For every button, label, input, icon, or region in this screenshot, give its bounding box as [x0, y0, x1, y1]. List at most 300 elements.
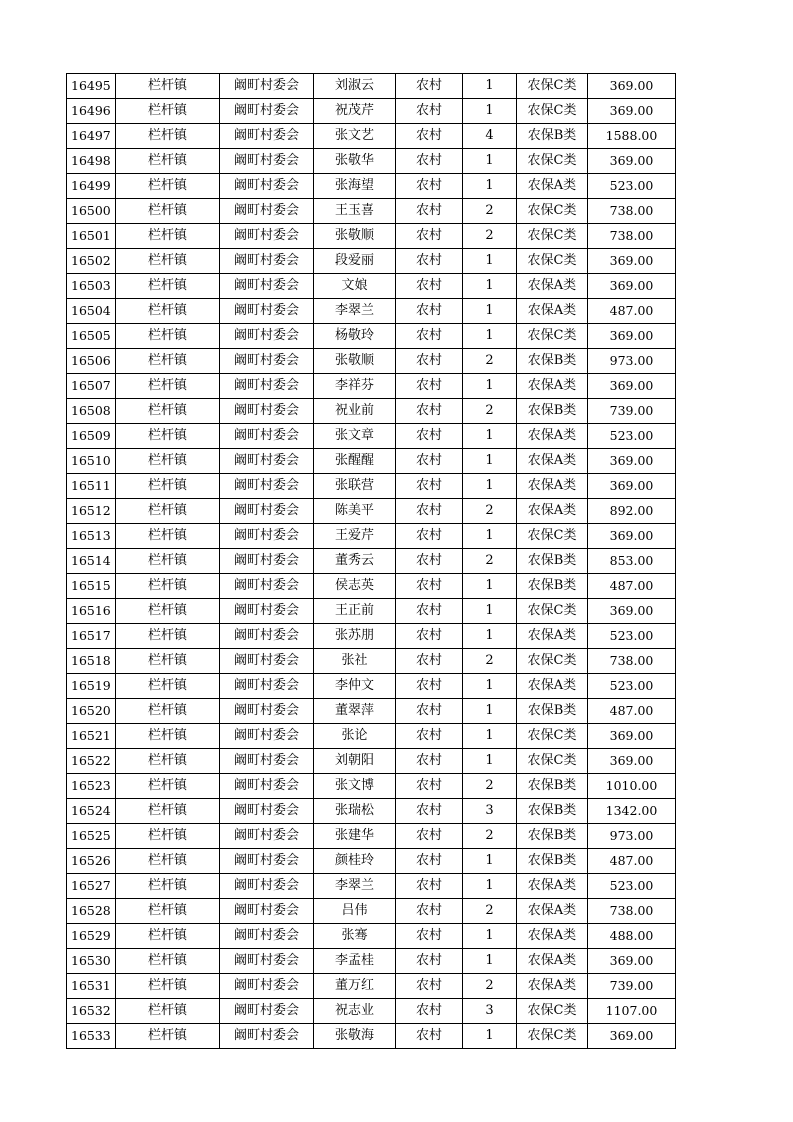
village-committee-cell: 阚町村委会 [220, 824, 314, 849]
household-type-cell: 农村 [396, 674, 463, 699]
table-row [67, 74, 676, 99]
table-row [67, 124, 676, 149]
person-name-cell: 吕伟 [314, 899, 396, 924]
village-committee-cell: 阚町村委会 [220, 524, 314, 549]
member-count-cell: 1 [463, 99, 517, 124]
town-cell: 栏杆镇 [116, 974, 220, 999]
insurance-category-cell: 农保A类 [517, 624, 588, 649]
person-name-cell: 杨敬玲 [314, 324, 396, 349]
table-body [67, 74, 676, 1049]
member-count-cell: 2 [463, 649, 517, 674]
town-cell: 栏杆镇 [116, 474, 220, 499]
insurance-category-cell: 农保B类 [517, 349, 588, 374]
person-name-cell: 张苏朋 [314, 624, 396, 649]
household-type-cell: 农村 [396, 774, 463, 799]
insurance-category-cell: 农保C类 [517, 199, 588, 224]
data-table [66, 73, 676, 1049]
table-row [67, 899, 676, 924]
household-type-cell: 农村 [396, 449, 463, 474]
member-count-cell: 2 [463, 774, 517, 799]
table-row [67, 199, 676, 224]
amount-cell: 487.00 [588, 299, 676, 324]
record-id-cell: 16498 [67, 149, 116, 174]
household-type-cell: 农村 [396, 374, 463, 399]
member-count-cell: 2 [463, 499, 517, 524]
household-type-cell: 农村 [396, 1024, 463, 1049]
amount-cell: 523.00 [588, 624, 676, 649]
person-name-cell: 张文章 [314, 424, 396, 449]
table-row [67, 824, 676, 849]
amount-cell: 973.00 [588, 349, 676, 374]
household-type-cell: 农村 [396, 424, 463, 449]
amount-cell: 487.00 [588, 849, 676, 874]
amount-cell: 523.00 [588, 874, 676, 899]
table-row [67, 1024, 676, 1049]
amount-cell: 369.00 [588, 99, 676, 124]
insurance-category-cell: 农保A类 [517, 274, 588, 299]
household-type-cell: 农村 [396, 924, 463, 949]
record-id-cell: 16514 [67, 549, 116, 574]
village-committee-cell: 阚町村委会 [220, 799, 314, 824]
record-id-cell: 16509 [67, 424, 116, 449]
person-name-cell: 颜桂玲 [314, 849, 396, 874]
amount-cell: 369.00 [588, 449, 676, 474]
town-cell: 栏杆镇 [116, 99, 220, 124]
table-row [67, 324, 676, 349]
table-row [67, 749, 676, 774]
household-type-cell: 农村 [396, 574, 463, 599]
village-committee-cell: 阚町村委会 [220, 74, 314, 99]
village-committee-cell: 阚町村委会 [220, 399, 314, 424]
table-row [67, 374, 676, 399]
insurance-category-cell: 农保B类 [517, 399, 588, 424]
record-id-cell: 16510 [67, 449, 116, 474]
table-row [67, 524, 676, 549]
village-committee-cell: 阚町村委会 [220, 874, 314, 899]
household-type-cell: 农村 [396, 299, 463, 324]
village-committee-cell: 阚町村委会 [220, 574, 314, 599]
household-type-cell: 农村 [396, 199, 463, 224]
member-count-cell: 2 [463, 399, 517, 424]
person-name-cell: 张敬华 [314, 149, 396, 174]
town-cell: 栏杆镇 [116, 524, 220, 549]
town-cell: 栏杆镇 [116, 874, 220, 899]
insurance-category-cell: 农保A类 [517, 299, 588, 324]
table-row [67, 574, 676, 599]
village-committee-cell: 阚町村委会 [220, 299, 314, 324]
member-count-cell: 1 [463, 374, 517, 399]
village-committee-cell: 阚町村委会 [220, 174, 314, 199]
household-type-cell: 农村 [396, 799, 463, 824]
town-cell: 栏杆镇 [116, 324, 220, 349]
person-name-cell: 祝茂芹 [314, 99, 396, 124]
amount-cell: 488.00 [588, 924, 676, 949]
record-id-cell: 16518 [67, 649, 116, 674]
village-committee-cell: 阚町村委会 [220, 924, 314, 949]
town-cell: 栏杆镇 [116, 899, 220, 924]
village-committee-cell: 阚町村委会 [220, 374, 314, 399]
town-cell: 栏杆镇 [116, 724, 220, 749]
record-id-cell: 16528 [67, 899, 116, 924]
record-id-cell: 16507 [67, 374, 116, 399]
table-row [67, 674, 676, 699]
member-count-cell: 1 [463, 174, 517, 199]
household-type-cell: 农村 [396, 699, 463, 724]
table-row [67, 474, 676, 499]
record-id-cell: 16495 [67, 74, 116, 99]
table-row [67, 974, 676, 999]
insurance-category-cell: 农保C类 [517, 324, 588, 349]
member-count-cell: 1 [463, 599, 517, 624]
village-committee-cell: 阚町村委会 [220, 624, 314, 649]
person-name-cell: 张敬顺 [314, 349, 396, 374]
member-count-cell: 1 [463, 749, 517, 774]
village-committee-cell: 阚町村委会 [220, 449, 314, 474]
town-cell: 栏杆镇 [116, 299, 220, 324]
amount-cell: 973.00 [588, 824, 676, 849]
household-type-cell: 农村 [396, 324, 463, 349]
person-name-cell: 祝业前 [314, 399, 396, 424]
amount-cell: 369.00 [588, 149, 676, 174]
amount-cell: 738.00 [588, 199, 676, 224]
town-cell: 栏杆镇 [116, 574, 220, 599]
household-type-cell: 农村 [396, 249, 463, 274]
member-count-cell: 1 [463, 574, 517, 599]
amount-cell: 369.00 [588, 74, 676, 99]
village-committee-cell: 阚町村委会 [220, 349, 314, 374]
insurance-category-cell: 农保C类 [517, 249, 588, 274]
town-cell: 栏杆镇 [116, 799, 220, 824]
member-count-cell: 1 [463, 149, 517, 174]
village-committee-cell: 阚町村委会 [220, 899, 314, 924]
town-cell: 栏杆镇 [116, 999, 220, 1024]
household-type-cell: 农村 [396, 724, 463, 749]
village-committee-cell: 阚町村委会 [220, 1024, 314, 1049]
insurance-category-cell: 农保A类 [517, 499, 588, 524]
amount-cell: 1342.00 [588, 799, 676, 824]
insurance-category-cell: 农保A类 [517, 974, 588, 999]
amount-cell: 369.00 [588, 949, 676, 974]
member-count-cell: 3 [463, 999, 517, 1024]
record-id-cell: 16525 [67, 824, 116, 849]
member-count-cell: 2 [463, 199, 517, 224]
person-name-cell: 张敬顺 [314, 224, 396, 249]
household-type-cell: 农村 [396, 824, 463, 849]
town-cell: 栏杆镇 [116, 649, 220, 674]
member-count-cell: 1 [463, 949, 517, 974]
insurance-category-cell: 农保A类 [517, 874, 588, 899]
insurance-category-cell: 农保C类 [517, 749, 588, 774]
amount-cell: 739.00 [588, 399, 676, 424]
person-name-cell: 李祥芬 [314, 374, 396, 399]
person-name-cell: 张建华 [314, 824, 396, 849]
household-type-cell: 农村 [396, 274, 463, 299]
member-count-cell: 1 [463, 324, 517, 349]
person-name-cell: 张文艺 [314, 124, 396, 149]
household-type-cell: 农村 [396, 149, 463, 174]
amount-cell: 523.00 [588, 674, 676, 699]
table-row [67, 224, 676, 249]
person-name-cell: 董万红 [314, 974, 396, 999]
village-committee-cell: 阚町村委会 [220, 499, 314, 524]
insurance-category-cell: 农保B类 [517, 824, 588, 849]
household-type-cell: 农村 [396, 549, 463, 574]
person-name-cell: 祝志业 [314, 999, 396, 1024]
record-id-cell: 16513 [67, 524, 116, 549]
town-cell: 栏杆镇 [116, 449, 220, 474]
town-cell: 栏杆镇 [116, 224, 220, 249]
table-row [67, 849, 676, 874]
amount-cell: 487.00 [588, 699, 676, 724]
member-count-cell: 1 [463, 424, 517, 449]
insurance-category-cell: 农保A类 [517, 424, 588, 449]
member-count-cell: 2 [463, 549, 517, 574]
member-count-cell: 2 [463, 824, 517, 849]
insurance-category-cell: 农保C类 [517, 524, 588, 549]
insurance-category-cell: 农保C类 [517, 649, 588, 674]
village-committee-cell: 阚町村委会 [220, 549, 314, 574]
table-row [67, 874, 676, 899]
insurance-category-cell: 农保B类 [517, 124, 588, 149]
member-count-cell: 1 [463, 1024, 517, 1049]
person-name-cell: 李翠兰 [314, 299, 396, 324]
member-count-cell: 1 [463, 674, 517, 699]
village-committee-cell: 阚町村委会 [220, 649, 314, 674]
household-type-cell: 农村 [396, 624, 463, 649]
amount-cell: 487.00 [588, 574, 676, 599]
member-count-cell: 1 [463, 524, 517, 549]
person-name-cell: 董秀云 [314, 549, 396, 574]
household-type-cell: 农村 [396, 849, 463, 874]
member-count-cell: 1 [463, 624, 517, 649]
amount-cell: 369.00 [588, 724, 676, 749]
person-name-cell: 王爱芹 [314, 524, 396, 549]
village-committee-cell: 阚町村委会 [220, 149, 314, 174]
village-committee-cell: 阚町村委会 [220, 724, 314, 749]
member-count-cell: 1 [463, 299, 517, 324]
town-cell: 栏杆镇 [116, 174, 220, 199]
table-row [67, 174, 676, 199]
insurance-category-cell: 农保A类 [517, 899, 588, 924]
table-row [67, 449, 676, 474]
table-row [67, 799, 676, 824]
village-committee-cell: 阚町村委会 [220, 274, 314, 299]
member-count-cell: 1 [463, 849, 517, 874]
insurance-category-cell: 农保A类 [517, 474, 588, 499]
town-cell: 栏杆镇 [116, 74, 220, 99]
insurance-category-cell: 农保A类 [517, 949, 588, 974]
town-cell: 栏杆镇 [116, 924, 220, 949]
person-name-cell: 陈美平 [314, 499, 396, 524]
town-cell: 栏杆镇 [116, 1024, 220, 1049]
record-id-cell: 16501 [67, 224, 116, 249]
village-committee-cell: 阚町村委会 [220, 99, 314, 124]
insurance-category-cell: 农保B类 [517, 774, 588, 799]
insurance-category-cell: 农保A类 [517, 449, 588, 474]
person-name-cell: 张瑞松 [314, 799, 396, 824]
record-id-cell: 16521 [67, 724, 116, 749]
village-committee-cell: 阚町村委会 [220, 424, 314, 449]
insurance-category-cell: 农保B类 [517, 549, 588, 574]
town-cell: 栏杆镇 [116, 199, 220, 224]
amount-cell: 369.00 [588, 474, 676, 499]
town-cell: 栏杆镇 [116, 699, 220, 724]
village-committee-cell: 阚町村委会 [220, 599, 314, 624]
village-committee-cell: 阚町村委会 [220, 224, 314, 249]
table-row [67, 549, 676, 574]
town-cell: 栏杆镇 [116, 549, 220, 574]
record-id-cell: 16505 [67, 324, 116, 349]
amount-cell: 523.00 [588, 424, 676, 449]
member-count-cell: 2 [463, 899, 517, 924]
table-row [67, 99, 676, 124]
person-name-cell: 文娘 [314, 274, 396, 299]
table-row [67, 399, 676, 424]
record-id-cell: 16533 [67, 1024, 116, 1049]
table-row [67, 924, 676, 949]
member-count-cell: 3 [463, 799, 517, 824]
person-name-cell: 董翠萍 [314, 699, 396, 724]
insurance-category-cell: 农保C类 [517, 1024, 588, 1049]
record-id-cell: 16529 [67, 924, 116, 949]
record-id-cell: 16520 [67, 699, 116, 724]
village-committee-cell: 阚町村委会 [220, 474, 314, 499]
town-cell: 栏杆镇 [116, 624, 220, 649]
amount-cell: 369.00 [588, 599, 676, 624]
person-name-cell: 张醒醒 [314, 449, 396, 474]
person-name-cell: 张文博 [314, 774, 396, 799]
amount-cell: 739.00 [588, 974, 676, 999]
insurance-category-cell: 农保C类 [517, 724, 588, 749]
household-type-cell: 农村 [396, 749, 463, 774]
member-count-cell: 1 [463, 74, 517, 99]
person-name-cell: 刘朝阳 [314, 749, 396, 774]
person-name-cell: 张海望 [314, 174, 396, 199]
town-cell: 栏杆镇 [116, 949, 220, 974]
amount-cell: 1588.00 [588, 124, 676, 149]
table-row [67, 724, 676, 749]
town-cell: 栏杆镇 [116, 774, 220, 799]
table-row [67, 999, 676, 1024]
household-type-cell: 农村 [396, 224, 463, 249]
record-id-cell: 16516 [67, 599, 116, 624]
town-cell: 栏杆镇 [116, 249, 220, 274]
member-count-cell: 1 [463, 474, 517, 499]
insurance-category-cell: 农保B类 [517, 574, 588, 599]
insurance-category-cell: 农保B类 [517, 799, 588, 824]
record-id-cell: 16503 [67, 274, 116, 299]
table-row [67, 299, 676, 324]
record-id-cell: 16517 [67, 624, 116, 649]
member-count-cell: 4 [463, 124, 517, 149]
amount-cell: 369.00 [588, 374, 676, 399]
insurance-category-cell: 农保A类 [517, 674, 588, 699]
town-cell: 栏杆镇 [116, 674, 220, 699]
amount-cell: 738.00 [588, 899, 676, 924]
record-id-cell: 16497 [67, 124, 116, 149]
person-name-cell: 张敬海 [314, 1024, 396, 1049]
person-name-cell: 张联营 [314, 474, 396, 499]
amount-cell: 369.00 [588, 1024, 676, 1049]
member-count-cell: 1 [463, 274, 517, 299]
village-committee-cell: 阚町村委会 [220, 949, 314, 974]
table-row [67, 349, 676, 374]
record-id-cell: 16496 [67, 99, 116, 124]
person-name-cell: 李翠兰 [314, 874, 396, 899]
table-row [67, 249, 676, 274]
household-type-cell: 农村 [396, 974, 463, 999]
record-id-cell: 16527 [67, 874, 116, 899]
insurance-category-cell: 农保C类 [517, 999, 588, 1024]
household-type-cell: 农村 [396, 949, 463, 974]
town-cell: 栏杆镇 [116, 274, 220, 299]
record-id-cell: 16511 [67, 474, 116, 499]
household-type-cell: 农村 [396, 599, 463, 624]
record-id-cell: 16504 [67, 299, 116, 324]
member-count-cell: 1 [463, 249, 517, 274]
member-count-cell: 1 [463, 699, 517, 724]
member-count-cell: 2 [463, 974, 517, 999]
village-committee-cell: 阚町村委会 [220, 199, 314, 224]
village-committee-cell: 阚町村委会 [220, 999, 314, 1024]
record-id-cell: 16530 [67, 949, 116, 974]
insurance-category-cell: 农保C类 [517, 99, 588, 124]
table-row [67, 774, 676, 799]
record-id-cell: 16523 [67, 774, 116, 799]
town-cell: 栏杆镇 [116, 849, 220, 874]
town-cell: 栏杆镇 [116, 349, 220, 374]
amount-cell: 369.00 [588, 249, 676, 274]
member-count-cell: 1 [463, 724, 517, 749]
member-count-cell: 2 [463, 224, 517, 249]
person-name-cell: 张论 [314, 724, 396, 749]
town-cell: 栏杆镇 [116, 399, 220, 424]
household-type-cell: 农村 [396, 399, 463, 424]
record-id-cell: 16526 [67, 849, 116, 874]
member-count-cell: 1 [463, 874, 517, 899]
table-row [67, 949, 676, 974]
village-committee-cell: 阚町村委会 [220, 699, 314, 724]
household-type-cell: 农村 [396, 349, 463, 374]
household-type-cell: 农村 [396, 874, 463, 899]
village-committee-cell: 阚町村委会 [220, 324, 314, 349]
amount-cell: 892.00 [588, 499, 676, 524]
table-row [67, 424, 676, 449]
record-id-cell: 16500 [67, 199, 116, 224]
town-cell: 栏杆镇 [116, 374, 220, 399]
insurance-category-cell: 农保C类 [517, 74, 588, 99]
amount-cell: 369.00 [588, 524, 676, 549]
insurance-category-cell: 农保A类 [517, 924, 588, 949]
town-cell: 栏杆镇 [116, 599, 220, 624]
amount-cell: 738.00 [588, 649, 676, 674]
person-name-cell: 段爱丽 [314, 249, 396, 274]
table-row [67, 274, 676, 299]
household-type-cell: 农村 [396, 74, 463, 99]
household-type-cell: 农村 [396, 499, 463, 524]
town-cell: 栏杆镇 [116, 149, 220, 174]
person-name-cell: 刘淑云 [314, 74, 396, 99]
table-row [67, 499, 676, 524]
village-committee-cell: 阚町村委会 [220, 974, 314, 999]
insurance-category-cell: 农保B类 [517, 699, 588, 724]
record-id-cell: 16499 [67, 174, 116, 199]
amount-cell: 1010.00 [588, 774, 676, 799]
person-name-cell: 王正前 [314, 599, 396, 624]
household-type-cell: 农村 [396, 124, 463, 149]
village-committee-cell: 阚町村委会 [220, 249, 314, 274]
record-id-cell: 16502 [67, 249, 116, 274]
